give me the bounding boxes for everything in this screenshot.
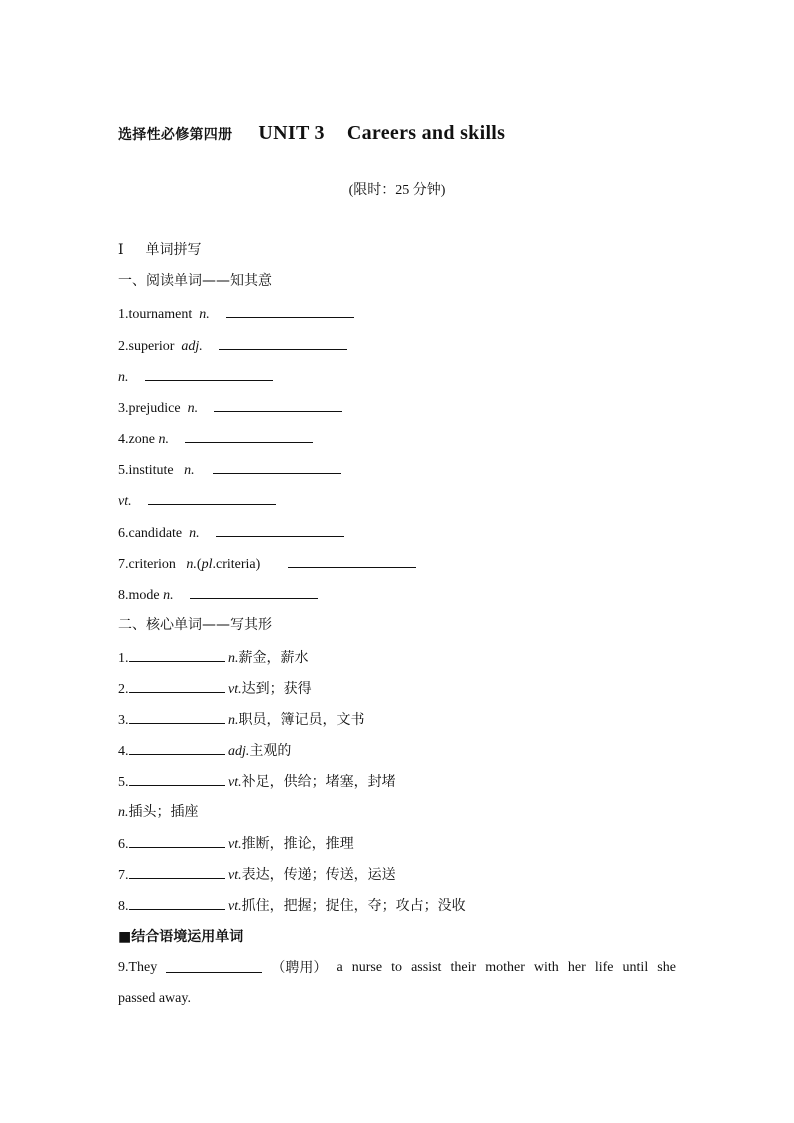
answer-blank[interactable] [219,335,347,350]
answer-blank[interactable] [129,740,225,755]
list-item: 5. vt.补足，供给；堵塞，封堵 [118,771,396,791]
list-item: 1.tournament n. [118,303,354,323]
title-topic: Careers and skills [346,122,506,144]
list-item: 1. n.薪金，薪水 [118,647,309,667]
answer-blank[interactable] [129,771,225,786]
list-item: 4.zone n. [118,428,313,448]
answer-blank[interactable] [129,864,225,879]
list-item: 7. vt.表达，传递；传送，运送 [118,864,396,884]
title-chinese: 选择性必修第四册 [118,127,233,143]
list-item: vt. [118,490,276,510]
list-item: 4. adj.主观的 [118,740,291,760]
answer-blank[interactable] [214,397,342,412]
section-heading-context: ■结合语境运用单词 [118,929,244,945]
answer-blank[interactable] [226,303,354,318]
list-item: n.插头；插座 [118,804,199,820]
answer-blank[interactable] [129,833,225,848]
list-item: 5.institute n. [118,459,341,479]
answer-blank[interactable] [148,490,276,505]
title-unit: UNIT 3 [258,122,325,144]
answer-blank[interactable] [216,522,344,537]
part-heading [118,240,202,260]
list-item: 6. vt.推断，推论，推理 [118,833,354,853]
answer-blank[interactable] [145,366,273,381]
page-title [118,122,505,145]
section-heading-core: 二、核心单词——写其形 [118,617,272,633]
list-item: n. [118,366,273,386]
answer-blank[interactable] [129,678,225,693]
answer-blank[interactable] [190,584,318,599]
question-9-line2: passed away. [118,991,191,1006]
answer-blank[interactable] [129,647,225,662]
answer-blank[interactable] [129,895,225,910]
list-item: 6.candidate n. [118,522,344,542]
answer-blank[interactable] [129,709,225,724]
answer-blank[interactable] [288,553,416,568]
list-item: 8.mode n. [118,584,318,604]
answer-blank[interactable] [166,958,262,973]
answer-blank[interactable] [185,428,313,443]
list-item: 3. n.职员，簿记员，文书 [118,709,365,729]
answer-blank[interactable] [213,459,341,474]
list-item: 7.criterion n.(pl.criteria) [118,553,416,573]
part-label: 单词拼写 [145,242,202,258]
list-item: 8. vt.抓住，把握；捉住，夺；攻占；没收 [118,895,466,915]
part-numeral: Ⅰ [118,243,124,258]
list-item: 2.superior adj. [118,335,347,355]
list-item: 2. vt.达到；获得 [118,678,312,698]
section-heading-reading: 一、阅读单词——知其意 [118,273,272,289]
time-limit: (限时：25 分钟) [348,183,446,198]
list-item: 3.prejudice n. [118,397,342,417]
question-9-line1: 9.They （聘用） a nurse to assist their mother with her life until she [118,960,676,976]
